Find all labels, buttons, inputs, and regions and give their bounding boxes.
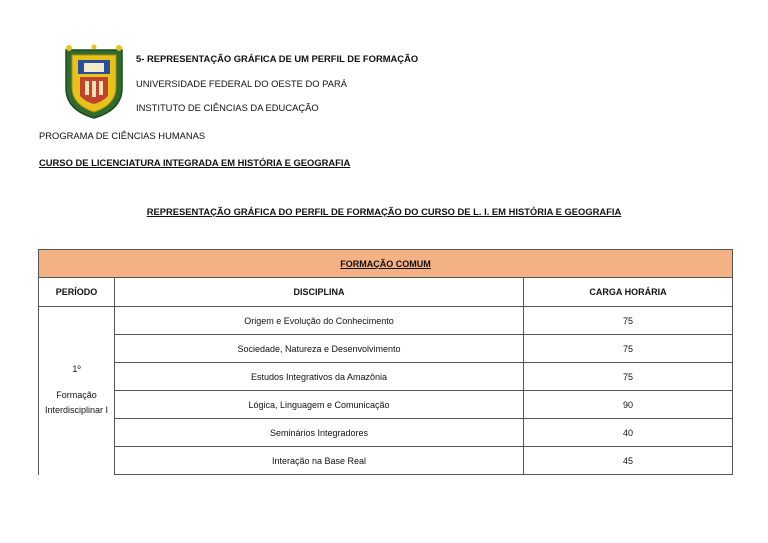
subject-cell: Interação na Base Real: [115, 447, 524, 475]
institute-name: INSTITUTO DE CIÊNCIAS DA EDUCAÇÃO: [136, 102, 319, 113]
band-title: FORMAÇÃO COMUM: [39, 250, 733, 278]
column-header-subject: DISCIPLINA: [115, 278, 524, 307]
period-cell: [39, 307, 115, 475]
column-header-period: PERÍODO: [39, 278, 115, 307]
hours-cell: 75: [524, 307, 733, 335]
subject-cell: Seminários Integradores: [115, 419, 524, 447]
hours-cell: 90: [524, 391, 733, 419]
formation-profile-table: [38, 249, 733, 475]
table-row: [39, 419, 733, 447]
table-row: [39, 307, 733, 335]
course-name: CURSO DE LICENCIATURA INTEGRADA EM HISTÓRIA E GEOGRAFIA: [39, 157, 351, 168]
period-label-line2: Interdisciplinar I: [44, 404, 109, 415]
column-header-hours: CARGA HORÁRIA: [524, 278, 733, 307]
program-name: PROGRAMA DE CIÊNCIAS HUMANAS: [39, 130, 206, 141]
table-row: [39, 391, 733, 419]
subject-cell: Sociedade, Natureza e Desenvolvimento: [115, 335, 524, 363]
document-heading: 5- REPRESENTAÇÃO GRÁFICA DE UM PERFIL DE FORMAÇÃO: [136, 53, 419, 64]
hours-cell: 75: [524, 363, 733, 391]
figure-caption: REPRESENTAÇÃO GRÁFICA DO PERFIL DE FORMAÇÃO DO CURSO DE L. I. EM HISTÓRIA E GEOGRAFIA: [146, 206, 622, 217]
subject-cell: Origem e Evolução do Conhecimento: [115, 307, 524, 335]
column-header-row: [39, 278, 733, 307]
table-row: [39, 447, 733, 475]
subject-cell: Estudos Integrativos da Amazônia: [115, 363, 524, 391]
hours-cell: 75: [524, 335, 733, 363]
hours-cell: 40: [524, 419, 733, 447]
university-name: UNIVERSIDADE FEDERAL DO OESTE DO PARÁ: [136, 78, 347, 89]
period-label-line1: Formação: [56, 389, 97, 400]
subject-cell: Lógica, Linguagem e Comunicação: [115, 391, 524, 419]
university-seal-logo: [58, 44, 130, 120]
table-row: [39, 335, 733, 363]
band-row: [39, 250, 733, 278]
hours-cell: 45: [524, 447, 733, 475]
period-number: 1º: [72, 363, 81, 374]
table-row: [39, 363, 733, 391]
